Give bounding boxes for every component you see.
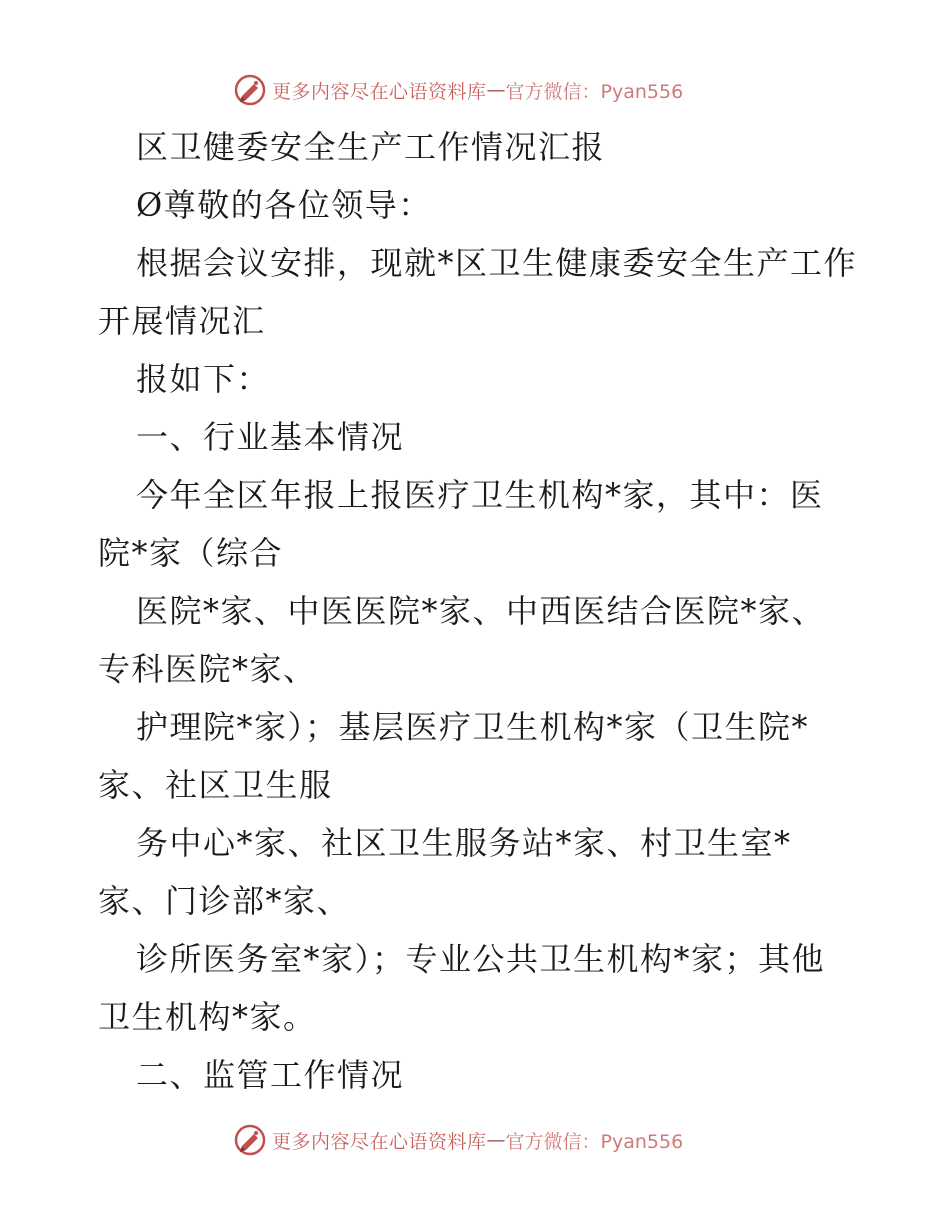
- doc-paragraph-line: 院*家（综合: [98, 534, 284, 572]
- doc-paragraph-line: 医院*家、中医医院*家、中西医结合医院*家、: [136, 592, 826, 630]
- doc-paragraph-line: 卫生机构*家。: [98, 998, 317, 1036]
- doc-salutation: Ø尊敬的各位领导：: [136, 186, 432, 224]
- doc-title: 区卫健委安全生产工作情况汇报: [136, 128, 606, 166]
- doc-paragraph-line: 今年全区年报上报医疗卫生机构*家，其中：医: [136, 476, 824, 514]
- watermark-text: 更多内容尽在心语资料库: [272, 80, 487, 103]
- doc-paragraph-line: 报如下：: [136, 360, 271, 398]
- doc-section-heading: 二、监管工作情况: [136, 1056, 405, 1094]
- doc-paragraph-line: 专科医院*家、: [98, 650, 317, 688]
- watermark-separator: —: [486, 79, 506, 101]
- doc-paragraph-line: 诊所医务室*家）；专业公共卫生机构*家；其他: [136, 940, 826, 978]
- doc-paragraph-line: 护理院*家）；基层医疗卫生机构*家（卫生院*: [136, 708, 810, 746]
- watermark-text: 更多内容尽在心语资料库: [272, 1130, 487, 1153]
- doc-paragraph-line: 根据会议安排，现就*区卫生健康委安全生产工作: [136, 244, 858, 282]
- doc-paragraph-line: 开展情况汇: [98, 302, 266, 340]
- doc-paragraph-line: 务中心*家、社区卫生服务站*家、村卫生室*: [136, 824, 792, 862]
- pen-logo-icon: [234, 1124, 266, 1156]
- watermark-wechat: 官方微信：Pyan556: [505, 80, 684, 103]
- watermark-header: [234, 72, 683, 108]
- watermark-wechat: 官方微信：Pyan556: [505, 1130, 684, 1153]
- watermark-footer: [234, 1122, 683, 1158]
- pen-logo-icon: [234, 74, 266, 106]
- watermark-separator: —: [486, 1129, 506, 1151]
- doc-section-heading: 一、行业基本情况: [136, 418, 405, 456]
- doc-paragraph-line: 家、门诊部*家、: [98, 882, 351, 920]
- doc-paragraph-line: 家、社区卫生服: [98, 766, 333, 804]
- document-body: [98, 118, 858, 1104]
